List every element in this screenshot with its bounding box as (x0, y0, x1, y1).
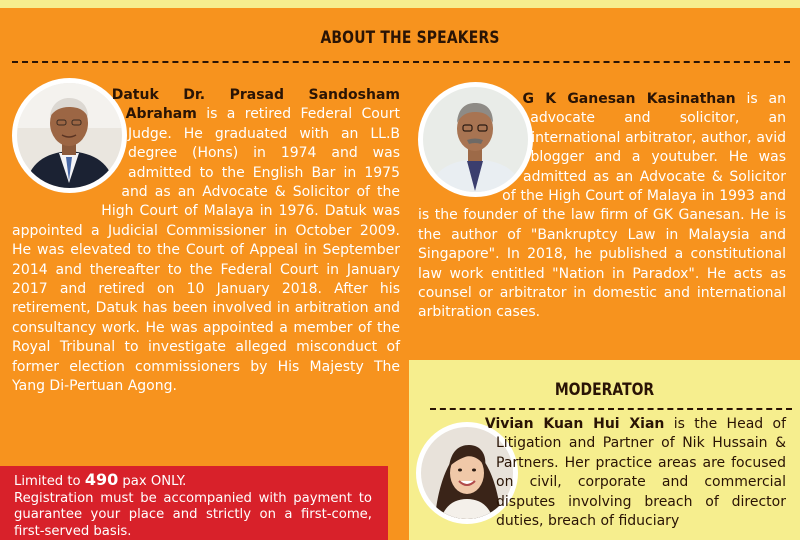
moderator-divider (430, 408, 792, 410)
speaker-1-name: Datuk Dr. Prasad Sandosham Abraham (111, 87, 400, 123)
moderator-name: Vivian Kuan Hui Xian (484, 416, 665, 432)
pax-limit-suffix: pax ONLY. (118, 474, 187, 489)
moderator-bio (416, 415, 786, 540)
moderator-section-title: MODERATOR (554, 380, 655, 400)
pax-limit-line (14, 472, 372, 491)
speakers-divider (12, 61, 790, 63)
speakers-section-title: ABOUT THE SPEAKERS (320, 28, 500, 48)
registration-notice (0, 466, 388, 540)
speaker-2-name: G K Ganesan Kasinathan (522, 91, 736, 107)
speaker-1-bio-text: is a retired Federal Court Judge. He graduated with an LL.B degree (Hons) in 1974 and was admitted to the English Bar in 1975 and as an Advocate & Solicitor of the High Court of Malaya in 1976. Datuk was appointed a Judicial Commissioner in October 2009. He was elevated to the Court of Appeal in September 2014 and thereafter to the Federal Court in January 2017 and retired on 10 January 2018. After his retirement, Datuk has been involved in arbitration and consultancy work. He was appointed a member of the Royal Tribunal to investigate alleged misconduct of former election commissioners by His Majesty The Yang Di-Pertuan Agong. (12, 106, 400, 395)
speaker-2-bio-text: is an advocate and solicitor, an international arbitrator, author, avid blogger and a youtuber. He was admitted as an Advocate & Solicitor of the High Court of Malaya in 1993 and is the founder of the law firm of GK Ganesan. He is the author of "Bankruptcy Law in Malaysia and Singapore". In 2018, he published a constitutional law work entitled "Nation in Paradox". He acts as counsel or arbitrator in domestic and international arbitration cases. (418, 91, 786, 321)
registration-terms: Registration must be accompanied with payment to guarantee your place and strictly on a first-come, first-served basis. (14, 490, 372, 539)
speaker-1-bio (12, 86, 400, 426)
moderator-bio-text: is the Head of Litigation and Partner of Nik Hussain & Partners. Her practice areas are focused on civil, corporate and commercial disputes involving breach of director duties, breach of fiduciary (496, 416, 786, 530)
pax-limit-prefix: Limited to (14, 474, 85, 489)
pax-limit-count: 490 (84, 470, 119, 489)
top-strip (0, 0, 800, 8)
speaker-2-bio (418, 90, 786, 350)
